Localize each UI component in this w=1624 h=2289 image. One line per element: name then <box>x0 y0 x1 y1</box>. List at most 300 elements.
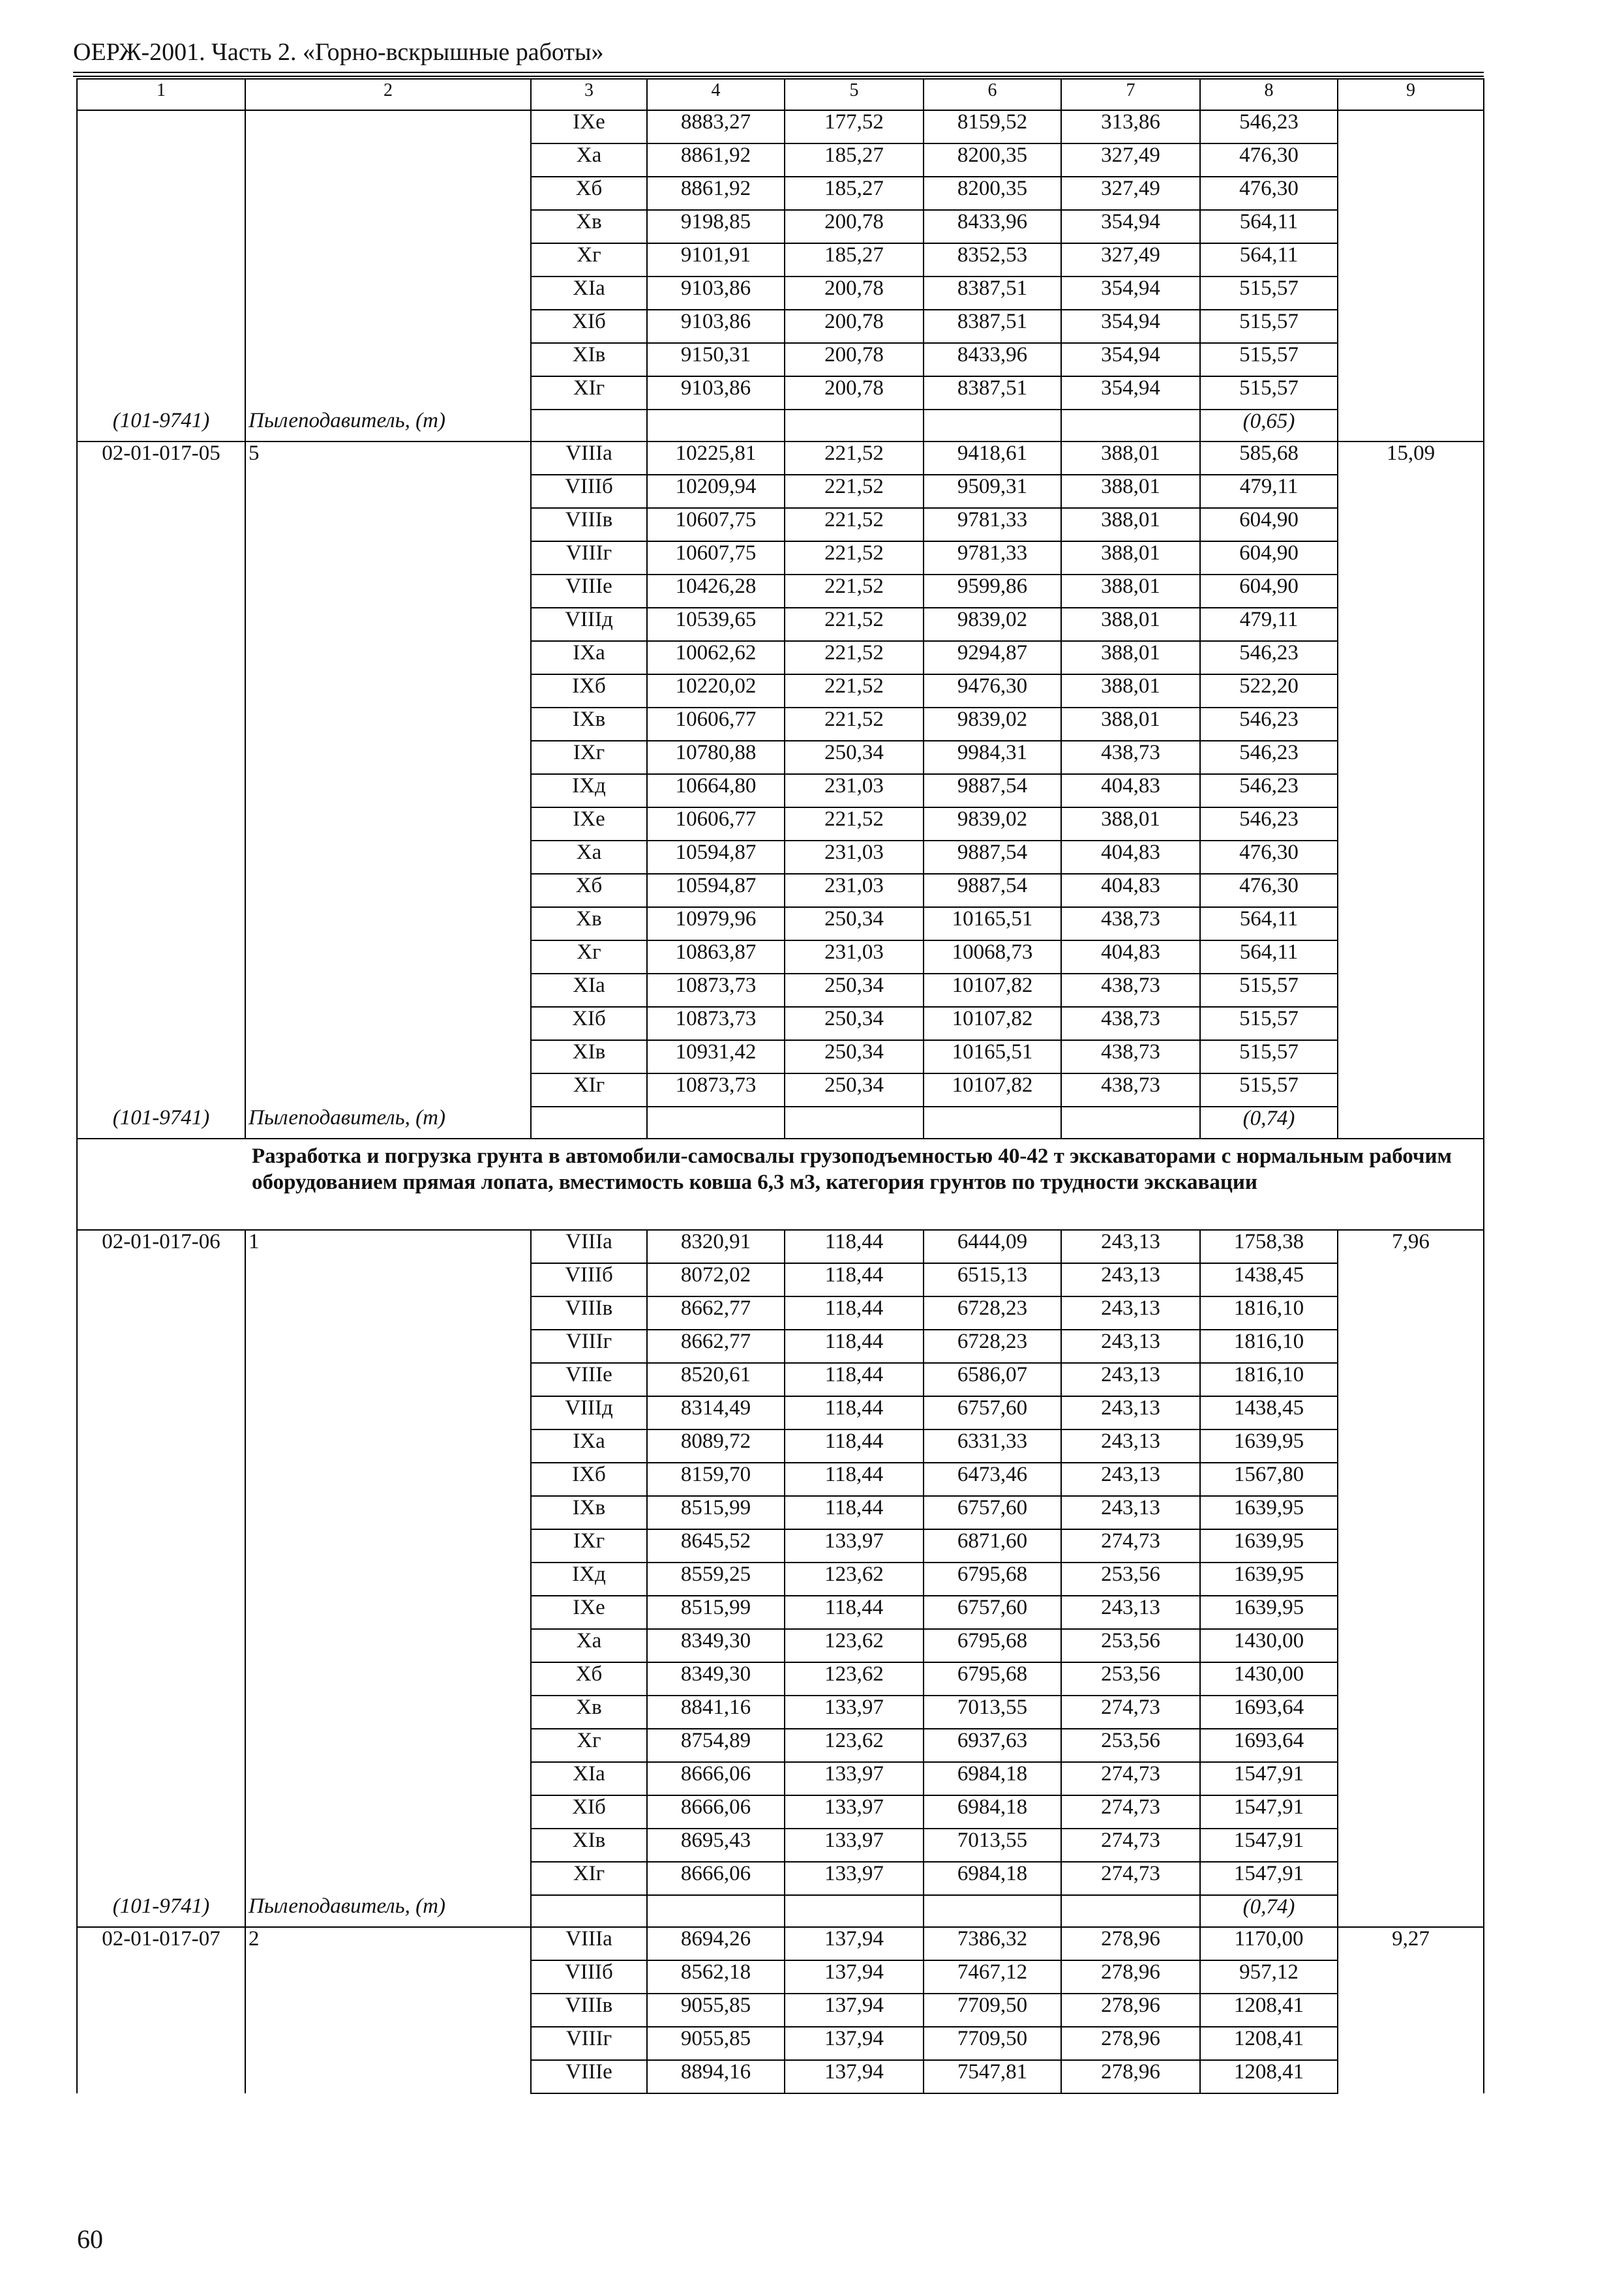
rate-value: 1 <box>245 1230 531 1263</box>
value-cell: 243,13 <box>1061 1429 1200 1463</box>
table-row <box>77 310 1484 343</box>
value-cell: 476,30 <box>1200 841 1338 874</box>
value-cell: 8387,51 <box>924 310 1061 343</box>
table-row <box>77 641 1484 674</box>
value-cell: 10107,82 <box>924 1007 1061 1040</box>
resource-quantity: (0,65) <box>1200 410 1338 441</box>
value-cell: 476,30 <box>1200 143 1338 177</box>
table-row <box>77 1529 1484 1563</box>
rate-value-cell <box>245 1007 531 1040</box>
value-cell: 546,23 <box>1200 774 1338 807</box>
value-cell: 388,01 <box>1061 475 1200 508</box>
value-cell: 243,13 <box>1061 1263 1200 1296</box>
value-cell: 9418,61 <box>924 441 1061 475</box>
value-cell: 6331,33 <box>924 1429 1061 1463</box>
rate-value-cell <box>245 376 531 410</box>
value-cell: 8072,02 <box>647 1263 785 1296</box>
rate-code-cell <box>77 1007 245 1040</box>
value-cell: 1639,95 <box>1200 1496 1338 1529</box>
value-cell: 604,90 <box>1200 508 1338 541</box>
rate-value-cell <box>245 1073 531 1107</box>
value-cell: 388,01 <box>1061 641 1200 674</box>
value-cell: 404,83 <box>1061 841 1200 874</box>
rate-code-cell <box>77 708 245 741</box>
rate-value-cell <box>245 310 531 343</box>
value-cell: 354,94 <box>1061 210 1200 243</box>
table-row <box>77 674 1484 708</box>
value-cell: 10931,42 <box>647 1040 785 1073</box>
table-row <box>77 1795 1484 1829</box>
value-cell: 133,97 <box>785 1529 924 1563</box>
value-cell: 250,34 <box>785 741 924 774</box>
empty-cell <box>531 410 647 441</box>
value-cell: 243,13 <box>1061 1330 1200 1363</box>
value-cell: 1430,00 <box>1200 1662 1338 1696</box>
rate-value-cell <box>245 974 531 1007</box>
category-cell: VIIIв <box>531 1994 647 2027</box>
rate-value-cell <box>245 1363 531 1396</box>
total-cell <box>1338 1363 1484 1396</box>
total-cell <box>1338 1829 1484 1862</box>
category-cell: IXа <box>531 641 647 674</box>
category-cell: IXа <box>531 1429 647 1463</box>
table-row <box>77 1629 1484 1662</box>
value-cell: 1567,80 <box>1200 1463 1338 1496</box>
total-cell <box>1338 774 1484 807</box>
empty-cell <box>1061 1895 1200 1927</box>
value-cell: 253,56 <box>1061 1662 1200 1696</box>
table-row <box>77 807 1484 841</box>
value-cell: 8314,49 <box>647 1396 785 1429</box>
total-cell <box>1338 1429 1484 1463</box>
value-cell: 327,49 <box>1061 177 1200 210</box>
total-cell <box>1338 210 1484 243</box>
value-cell: 10165,51 <box>924 907 1061 940</box>
value-cell: 6728,23 <box>924 1296 1061 1330</box>
table-row <box>77 541 1484 575</box>
empty-cell <box>647 1895 785 1927</box>
value-cell: 123,62 <box>785 1662 924 1696</box>
rate-code <box>77 110 245 143</box>
value-cell: 221,52 <box>785 708 924 741</box>
rate-code-cell <box>77 1596 245 1629</box>
resource-code: (101-9741) <box>77 410 245 441</box>
category-cell: Xб <box>531 1662 647 1696</box>
rate-code: 02-01-017-05 <box>77 441 245 475</box>
value-cell: 9781,33 <box>924 508 1061 541</box>
value-cell: 438,73 <box>1061 1040 1200 1073</box>
table-row <box>77 741 1484 774</box>
rate-code: 02-01-017-07 <box>77 1927 245 1960</box>
value-cell: 221,52 <box>785 641 924 674</box>
category-cell: VIIIа <box>531 1230 647 1263</box>
empty-cell <box>785 410 924 441</box>
column-number: 4 <box>647 79 785 110</box>
rate-code-cell <box>77 1662 245 1696</box>
value-cell: 137,94 <box>785 2060 924 2093</box>
category-cell: VIIIб <box>531 475 647 508</box>
value-cell: 7467,12 <box>924 1960 1061 1994</box>
value-cell: 7709,50 <box>924 1994 1061 2027</box>
value-cell: 243,13 <box>1061 1463 1200 1496</box>
rate-value-cell <box>245 177 531 210</box>
value-cell: 1547,91 <box>1200 1862 1338 1895</box>
value-cell: 9887,54 <box>924 774 1061 807</box>
table-row <box>77 1994 1484 2027</box>
table-row <box>77 774 1484 807</box>
value-cell: 8883,27 <box>647 110 785 143</box>
value-cell: 8349,30 <box>647 1662 785 1696</box>
total-cell <box>1338 1073 1484 1107</box>
rate-value <box>245 110 531 143</box>
value-cell: 243,13 <box>1061 1230 1200 1263</box>
value-cell: 546,23 <box>1200 741 1338 774</box>
category-cell: XIб <box>531 1007 647 1040</box>
value-cell: 1816,10 <box>1200 1296 1338 1330</box>
empty-cell <box>924 1895 1061 1927</box>
rate-value: 2 <box>245 1927 531 1960</box>
table-row <box>77 376 1484 410</box>
rate-value-cell <box>245 1994 531 2027</box>
table-row <box>77 907 1484 940</box>
value-cell: 515,57 <box>1200 343 1338 376</box>
value-cell: 7386,32 <box>924 1927 1061 1960</box>
rate-value-cell <box>245 475 531 508</box>
rate-code-cell <box>77 1396 245 1429</box>
table-row <box>77 343 1484 376</box>
table-row <box>77 143 1484 177</box>
total-cell <box>1338 1396 1484 1429</box>
value-cell: 9839,02 <box>924 708 1061 741</box>
value-cell: 10062,62 <box>647 641 785 674</box>
table-row <box>77 608 1484 641</box>
category-cell: Xг <box>531 940 647 974</box>
rate-code-cell <box>77 177 245 210</box>
rate-code-cell <box>77 1073 245 1107</box>
value-cell: 8694,26 <box>647 1927 785 1960</box>
value-cell: 137,94 <box>785 2027 924 2060</box>
value-cell: 10539,65 <box>647 608 785 641</box>
value-cell: 221,52 <box>785 508 924 541</box>
value-cell: 9839,02 <box>924 807 1061 841</box>
value-cell: 133,97 <box>785 1862 924 1895</box>
value-cell: 1547,91 <box>1200 1795 1338 1829</box>
value-cell: 8200,35 <box>924 143 1061 177</box>
value-cell: 479,11 <box>1200 608 1338 641</box>
section-empty-cell <box>77 1139 245 1230</box>
table-row <box>77 974 1484 1007</box>
value-cell: 253,56 <box>1061 1629 1200 1662</box>
category-cell: XIг <box>531 376 647 410</box>
value-cell: 1170,00 <box>1200 1927 1338 1960</box>
empty-cell <box>785 1895 924 1927</box>
value-cell: 177,52 <box>785 110 924 143</box>
value-cell: 9055,85 <box>647 1994 785 2027</box>
rate-value-cell <box>245 774 531 807</box>
table-row <box>77 1363 1484 1396</box>
value-cell: 6728,23 <box>924 1330 1061 1363</box>
rate-value-cell <box>245 1396 531 1429</box>
value-cell: 9103,86 <box>647 277 785 310</box>
rate-value-cell <box>245 1263 531 1296</box>
value-cell: 274,73 <box>1061 1529 1200 1563</box>
table-row <box>77 1263 1484 1296</box>
value-cell: 274,73 <box>1061 1795 1200 1829</box>
value-cell: 8159,70 <box>647 1463 785 1496</box>
category-cell: Xа <box>531 841 647 874</box>
value-cell: 6871,60 <box>924 1529 1061 1563</box>
column-number: 2 <box>245 79 531 110</box>
table-row <box>77 1296 1484 1330</box>
total-cell <box>1338 1795 1484 1829</box>
value-cell: 123,62 <box>785 1629 924 1662</box>
total-cell <box>1338 974 1484 1007</box>
value-cell: 9984,31 <box>924 741 1061 774</box>
rate-code-cell <box>77 541 245 575</box>
value-cell: 957,12 <box>1200 1960 1338 1994</box>
rate-value-cell <box>245 741 531 774</box>
rate-value-cell <box>245 907 531 940</box>
total-value <box>1338 110 1484 143</box>
category-cell: Xв <box>531 907 647 940</box>
rate-value-cell <box>245 541 531 575</box>
total-cell <box>1338 541 1484 575</box>
value-cell: 10607,75 <box>647 541 785 575</box>
category-cell: VIIIг <box>531 1330 647 1363</box>
value-cell: 118,44 <box>785 1463 924 1496</box>
rate-code-cell <box>77 1829 245 1862</box>
value-cell: 8754,89 <box>647 1729 785 1762</box>
category-cell: IXд <box>531 1563 647 1596</box>
value-cell: 118,44 <box>785 1363 924 1396</box>
value-cell: 1430,00 <box>1200 1629 1338 1662</box>
resource-code: (101-9741) <box>77 1895 245 1927</box>
rate-code-cell <box>77 1563 245 1596</box>
value-cell: 546,23 <box>1200 641 1338 674</box>
value-cell: 1639,95 <box>1200 1529 1338 1563</box>
column-number: 5 <box>785 79 924 110</box>
rate-code-cell <box>77 210 245 243</box>
value-cell: 6586,07 <box>924 1363 1061 1396</box>
value-cell: 10780,88 <box>647 741 785 774</box>
empty-cell <box>924 1107 1061 1139</box>
rate-value-cell <box>245 608 531 641</box>
rate-value-cell <box>245 143 531 177</box>
value-cell: 327,49 <box>1061 143 1200 177</box>
total-cell <box>1338 575 1484 608</box>
table-row <box>77 1829 1484 1862</box>
value-cell: 1547,91 <box>1200 1829 1338 1862</box>
value-cell: 9509,31 <box>924 475 1061 508</box>
value-cell: 10873,73 <box>647 1073 785 1107</box>
value-cell: 250,34 <box>785 1040 924 1073</box>
category-cell: IXв <box>531 708 647 741</box>
total-cell <box>1338 608 1484 641</box>
value-cell: 8861,92 <box>647 143 785 177</box>
total-cell <box>1338 1762 1484 1795</box>
rate-value-cell <box>245 1040 531 1073</box>
column-number: 6 <box>924 79 1061 110</box>
rate-code-cell <box>77 376 245 410</box>
value-cell: 7709,50 <box>924 2027 1061 2060</box>
total-cell <box>1338 277 1484 310</box>
table-row <box>77 1396 1484 1429</box>
header-rule-bottom <box>73 76 1484 77</box>
value-cell: 10664,80 <box>647 774 785 807</box>
table-row <box>77 1073 1484 1107</box>
total-cell <box>1338 1960 1484 1994</box>
rate-code-cell <box>77 143 245 177</box>
category-cell: IXг <box>531 741 647 774</box>
total-cell <box>1338 475 1484 508</box>
resource-label: Пылеподавитель, (т) <box>245 1895 531 1927</box>
rate-code-cell <box>77 1862 245 1895</box>
table-row <box>77 1496 1484 1529</box>
value-cell: 118,44 <box>785 1263 924 1296</box>
rate-code-cell <box>77 807 245 841</box>
rate-value-cell <box>245 708 531 741</box>
category-cell: IXд <box>531 774 647 807</box>
value-cell: 6757,60 <box>924 1396 1061 1429</box>
rate-value-cell <box>245 277 531 310</box>
category-cell: Xб <box>531 874 647 907</box>
value-cell: 8320,91 <box>647 1230 785 1263</box>
total-cell <box>1338 143 1484 177</box>
value-cell: 118,44 <box>785 1230 924 1263</box>
rates-table <box>76 78 1484 2094</box>
value-cell: 10068,73 <box>924 940 1061 974</box>
value-cell: 1816,10 <box>1200 1330 1338 1363</box>
table-row <box>77 475 1484 508</box>
rate-value-cell <box>245 940 531 974</box>
value-cell: 354,94 <box>1061 277 1200 310</box>
table-row <box>77 708 1484 741</box>
category-cell: Xг <box>531 1729 647 1762</box>
table-row <box>77 1040 1484 1073</box>
value-cell: 10225,81 <box>647 441 785 475</box>
rate-value-cell <box>245 1496 531 1529</box>
value-cell: 8387,51 <box>924 277 1061 310</box>
rate-code-cell <box>77 608 245 641</box>
value-cell: 137,94 <box>785 1927 924 1960</box>
value-cell: 515,57 <box>1200 277 1338 310</box>
category-cell: VIIIа <box>531 1927 647 1960</box>
total-cell <box>1338 2027 1484 2060</box>
rate-code-cell <box>77 974 245 1007</box>
value-cell: 438,73 <box>1061 974 1200 1007</box>
table-row <box>77 1007 1484 1040</box>
value-cell: 1208,41 <box>1200 2060 1338 2093</box>
value-cell: 404,83 <box>1061 774 1200 807</box>
rate-value-cell <box>245 243 531 277</box>
value-cell: 200,78 <box>785 343 924 376</box>
value-cell: 243,13 <box>1061 1363 1200 1396</box>
category-cell: IXе <box>531 807 647 841</box>
value-cell: 10873,73 <box>647 1007 785 1040</box>
value-cell: 8515,99 <box>647 1496 785 1529</box>
total-cell <box>1338 177 1484 210</box>
value-cell: 200,78 <box>785 376 924 410</box>
value-cell: 515,57 <box>1200 1007 1338 1040</box>
total-cell <box>1338 410 1484 441</box>
category-cell: XIв <box>531 1829 647 1862</box>
value-cell: 274,73 <box>1061 1862 1200 1895</box>
value-cell: 274,73 <box>1061 1829 1200 1862</box>
value-cell: 231,03 <box>785 774 924 807</box>
total-cell <box>1338 1496 1484 1529</box>
value-cell: 278,96 <box>1061 1927 1200 1960</box>
value-cell: 515,57 <box>1200 310 1338 343</box>
total-cell <box>1338 1596 1484 1629</box>
rate-value-cell <box>245 1862 531 1895</box>
column-number: 7 <box>1061 79 1200 110</box>
value-cell: 8645,52 <box>647 1529 785 1563</box>
table-row <box>77 940 1484 974</box>
value-cell: 10107,82 <box>924 974 1061 1007</box>
value-cell: 9103,86 <box>647 310 785 343</box>
rate-code-cell <box>77 874 245 907</box>
value-cell: 8200,35 <box>924 177 1061 210</box>
value-cell: 476,30 <box>1200 874 1338 907</box>
value-cell: 10594,87 <box>647 874 785 907</box>
table-row <box>77 1429 1484 1463</box>
rate-code-cell <box>77 1463 245 1496</box>
category-cell: Xв <box>531 1696 647 1729</box>
total-cell <box>1338 674 1484 708</box>
total-cell <box>1338 1662 1484 1696</box>
table-row <box>77 841 1484 874</box>
total-cell <box>1338 2060 1484 2093</box>
value-cell: 123,62 <box>785 1729 924 1762</box>
value-cell: 438,73 <box>1061 907 1200 940</box>
rate-code-cell <box>77 310 245 343</box>
value-cell: 10606,77 <box>647 807 785 841</box>
value-cell: 250,34 <box>785 974 924 1007</box>
category-cell: VIIIа <box>531 441 647 475</box>
value-cell: 9101,91 <box>647 243 785 277</box>
value-cell: 221,52 <box>785 575 924 608</box>
value-cell: 8662,77 <box>647 1296 785 1330</box>
value-cell: 7013,55 <box>924 1829 1061 1862</box>
value-cell: 8666,06 <box>647 1795 785 1829</box>
value-cell: 1438,45 <box>1200 1396 1338 1429</box>
value-cell: 243,13 <box>1061 1596 1200 1629</box>
page-header-title: ОЕРЖ-2001. Часть 2. «Горно-вскрышные работы» <box>73 38 604 66</box>
value-cell: 200,78 <box>785 310 924 343</box>
total-cell <box>1338 841 1484 874</box>
rate-code-cell <box>77 907 245 940</box>
value-cell: 10607,75 <box>647 508 785 541</box>
rate-value-cell <box>245 1596 531 1629</box>
value-cell: 6795,68 <box>924 1563 1061 1596</box>
category-cell: VIIIб <box>531 1960 647 1994</box>
category-cell: XIб <box>531 1795 647 1829</box>
value-cell: 137,94 <box>785 1994 924 2027</box>
rate-code-cell <box>77 1363 245 1396</box>
table-row <box>77 1960 1484 1994</box>
rate-value-cell <box>245 575 531 608</box>
value-cell: 10165,51 <box>924 1040 1061 1073</box>
value-cell: 9198,85 <box>647 210 785 243</box>
total-cell <box>1338 1263 1484 1296</box>
table-row <box>77 1729 1484 1762</box>
rate-code-cell <box>77 2060 245 2093</box>
category-cell: VIIIе <box>531 2060 647 2093</box>
value-cell: 8666,06 <box>647 1862 785 1895</box>
value-cell: 133,97 <box>785 1696 924 1729</box>
table-row <box>77 243 1484 277</box>
value-cell: 8662,77 <box>647 1330 785 1363</box>
